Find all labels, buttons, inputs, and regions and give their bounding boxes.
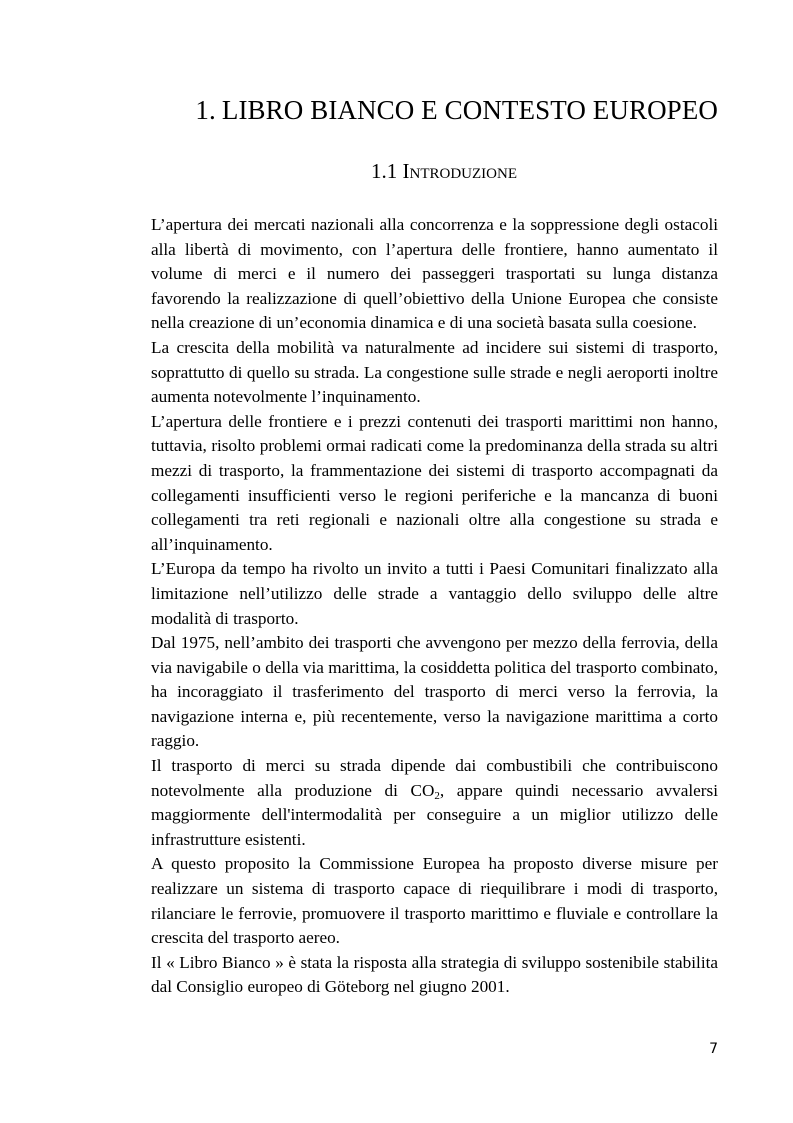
co2-text-before: Il trasporto di merci su strada dipende dai combustibili che contribuiscono notevolmente alla produzione di CO xyxy=(151,756,718,800)
chapter-title-text: LIBRO BIANCO E CONTESTO EUROPEO xyxy=(221,95,718,125)
co2-subscript: 2 xyxy=(434,789,440,802)
section-title xyxy=(150,157,718,185)
chapter-title xyxy=(150,92,718,128)
section-number: 1.1 xyxy=(371,159,398,183)
paragraph: Dal 1975, nell’ambito dei trasporti che avvengono per mezzo della ferrovia, della via navigabile o della via marittima, la cosiddetta politica del trasporto combinato, ha incoraggiato il trasferimento del trasporto di merci verso la ferrovia, la navigazione interna e, più recentemente, verso la navigazione marittima a corto raggio. xyxy=(151,633,718,751)
paragraph: L’Europa da tempo ha rivolto un invito a tutti i Paesi Comunitari finalizzato alla limitazione nell’utilizzo delle strade a vantaggio dello sviluppo delle altre modalità di trasporto. xyxy=(151,559,718,628)
chapter-number: 1. xyxy=(195,95,216,125)
paragraph: Il « Libro Bianco » è stata la risposta alla strategia di sviluppo sostenibile stabilita dal Consiglio europeo di Göteborg nel giugno 2001. xyxy=(151,952,718,997)
body-text xyxy=(151,213,718,1000)
paragraph-co2 xyxy=(151,754,718,852)
paragraph: L’apertura delle frontiere e i prezzi contenuti dei trasporti marittimi non hanno, tuttavia, risolto problemi ormai radicati come la predominanza della strada su altri mezzi di trasporto, la frammentazione dei sistemi di trasporto accompagnati da collegamenti insufficienti verso le regioni periferiche e la mancanza di buoni collegamenti tra reti regionali e nazionali oltre alla congestione su strada e all’inquinamento. xyxy=(151,411,718,554)
section-title-text: Introduzione xyxy=(402,159,517,183)
paragraph: La crescita della mobilità va naturalmente ad incidere sui sistemi di trasporto, soprattutto di quello su strada. La congestione sulle strade e negli aeroporti inoltre aumenta notevolmente l’inquinamento. xyxy=(151,337,718,407)
paragraph: L’apertura dei mercati nazionali alla concorrenza e la soppressione degli ostacoli alla libertà di movimento, con l’apertura delle frontiere, hanno aumentato il volume di merci e il numero dei passeggeri trasportati su lunga distanza favorendo la realizzazione di quell’obiettivo della Unione Europea che consiste nella creazione di un’economia dinamica e di una società basata sulla coesione. xyxy=(151,215,718,333)
page-number: 7 xyxy=(709,1041,718,1057)
paragraph: A questo proposito la Commissione Europea ha proposto diverse misure per realizzare un sistema di trasporto capace di riequilibrare i modi di trasporto, rilanciare le ferrovie, promuovere il trasporto marittimo e fluviale e controllare la crescita del trasporto aereo. xyxy=(151,854,718,948)
co2-text-after: , appare quindi necessario avvalersi maggiormente dell'intermodalità per conseguire a un miglior utilizzo delle infrastrutture esistenti. xyxy=(151,780,718,849)
